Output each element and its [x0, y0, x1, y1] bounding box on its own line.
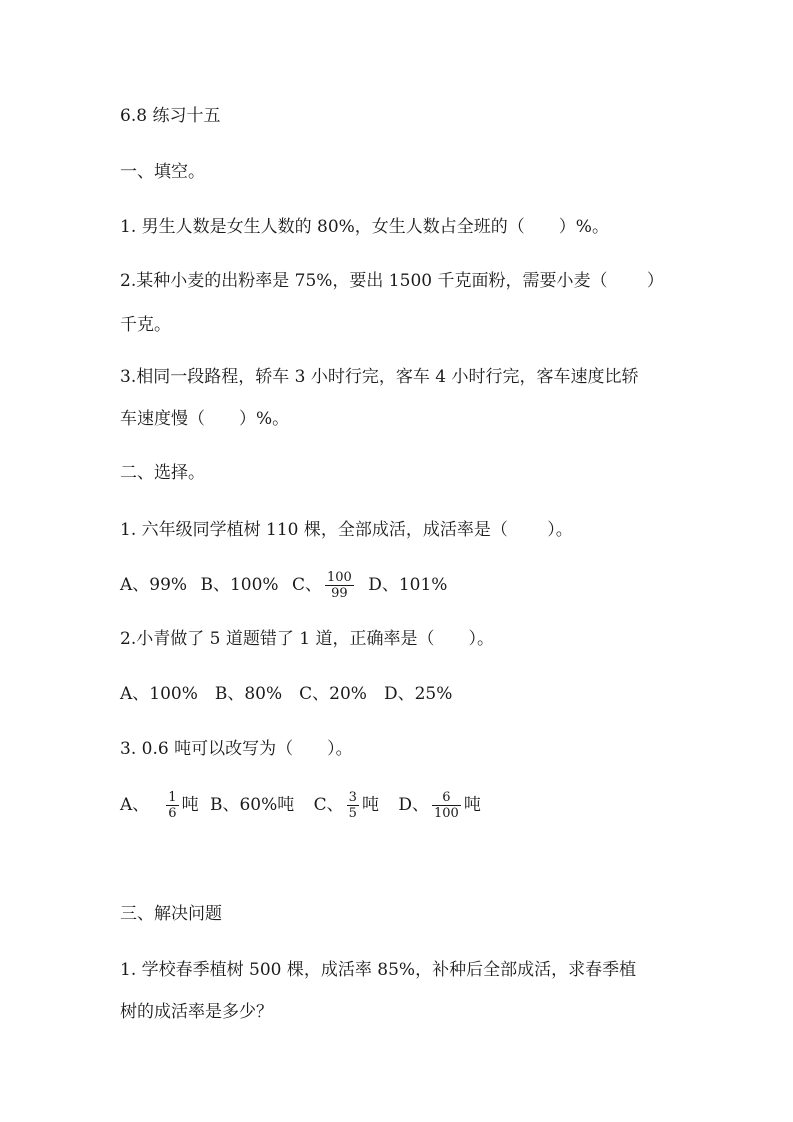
fraction-denominator: 5 [348, 806, 357, 821]
section1-question-2-line2: 千克。 [120, 315, 171, 335]
option-b: B、60%吨 [209, 795, 295, 815]
option-c-unit: 吨 [361, 795, 379, 815]
fraction-denominator: 100 [434, 806, 459, 821]
section2-question-1: 1. 六年级同学植树 110 棵，全部成活，成活率是（ ）。 [120, 520, 573, 540]
option-b: B、100% [200, 575, 279, 595]
section2-question-2: 2.小青做了 5 道题错了 1 道，正确率是（ ）。 [120, 629, 494, 649]
fraction-numerator: 1 [168, 790, 177, 805]
option-d: D、101% [368, 575, 448, 595]
fraction-numerator: 3 [348, 790, 357, 805]
fraction-denominator: 99 [331, 586, 348, 601]
fraction-denominator: 6 [168, 806, 177, 821]
option-a: A、99% [120, 575, 188, 595]
section3-question-1-line1: 1. 学校春季植树 500 棵，成活率 85%，补种后全部成活，求春季植 [120, 960, 637, 980]
section1-question-3-line2: 车速度慢（ ）%。 [120, 409, 290, 429]
section3-question-1-line2: 树的成活率是多少？ [120, 1002, 273, 1022]
option-a-fraction [166, 790, 178, 821]
section3-heading: 三、解决问题 [120, 904, 222, 924]
section2-question-1-options [120, 570, 447, 601]
fraction-numerator: 6 [432, 790, 461, 806]
section2-question-3: 3. 0.6 吨可以改写为（ ）。 [120, 739, 353, 759]
option-d-prefix: D、 [398, 795, 429, 815]
option-d-fraction [432, 790, 461, 821]
option-a-prefix: A、 [120, 795, 150, 815]
option-c-fraction [325, 570, 354, 601]
option-c-fraction [347, 790, 359, 821]
fraction-numerator: 100 [326, 570, 352, 585]
section1-question-3-line1: 3.相同一段路程，轿车 3 小时行完，客车 4 小时行完，客车速度比轿 [120, 367, 639, 387]
option-c-prefix: C、 [313, 795, 344, 815]
option-c-prefix: C、 [291, 575, 322, 595]
section2-heading: 二、选择。 [120, 463, 205, 483]
section1-question-2-line1: 2.某种小麦的出粉率是 75%，要出 1500 千克面粉，需要小麦（ ） [120, 271, 664, 291]
page-title: 6.8 练习十五 [120, 106, 221, 126]
section1-heading: 一、填空。 [120, 162, 205, 182]
option-d-unit: 吨 [463, 795, 481, 815]
option-a-unit: 吨 [181, 795, 199, 815]
section2-question-2-options: A、100% B、80% C、20% D、25% [120, 684, 453, 704]
section2-question-3-options [120, 790, 481, 821]
section1-question-1: 1. 男生人数是女生人数的 80%，女生人数占全班的（ ）%。 [120, 217, 609, 237]
